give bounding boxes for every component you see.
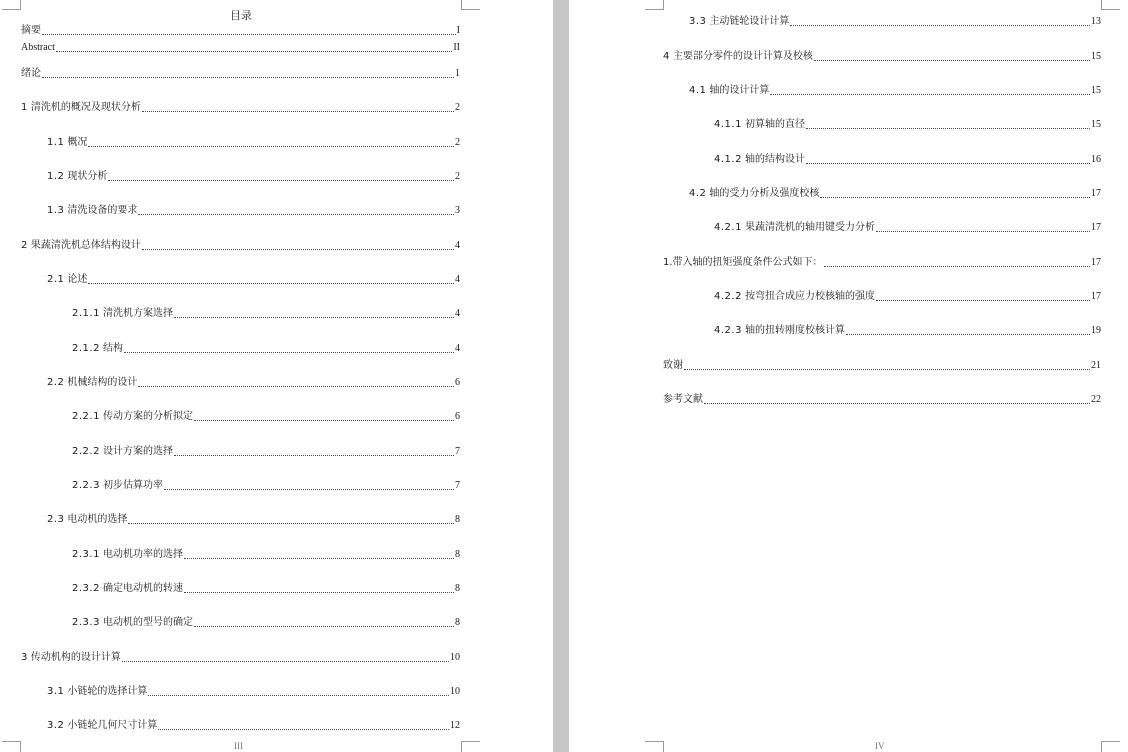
toc-entry-page: 16	[1091, 154, 1101, 165]
toc-entry[interactable]	[714, 291, 1101, 303]
crop-mark	[1101, 741, 1120, 752]
toc-entry-page: 8	[455, 549, 460, 560]
toc-entry-text: 主要部分零件的设计计算及校核	[672, 51, 813, 62]
toc-entry[interactable]	[21, 240, 460, 252]
toc-entry-number: 2.2.3	[72, 480, 100, 491]
toc-entry-text: 机械结构的设计	[67, 377, 138, 388]
dot-leader	[806, 128, 1090, 129]
toc-entry[interactable]	[72, 343, 460, 355]
toc-entry-page: 8	[455, 617, 460, 628]
dot-leader	[164, 489, 454, 490]
dot-leader	[142, 249, 454, 250]
toc-entry-number: 1.3	[47, 205, 65, 216]
toc-entry[interactable]	[72, 446, 460, 458]
toc-entry-number: 2.1.1	[72, 308, 100, 319]
toc-entry-page: 17	[1091, 222, 1101, 233]
toc-entry-page: 2	[455, 171, 460, 182]
toc-entry-text: 按弯扭合成应力校核轴的强度	[744, 291, 875, 302]
dot-leader	[876, 300, 1090, 301]
toc-entry[interactable]	[689, 188, 1101, 200]
toc-entry[interactable]	[72, 617, 460, 629]
toc-entry-text: 确定电动机的转速	[102, 583, 183, 594]
toc-entry[interactable]	[663, 257, 1101, 269]
dot-leader	[814, 60, 1090, 61]
toc-entry-text: 致谢	[663, 360, 683, 371]
dot-leader	[42, 77, 454, 78]
toc-entry-number: 2.2	[47, 377, 65, 388]
crop-mark	[2, 741, 21, 752]
toc-entry[interactable]	[47, 720, 460, 732]
toc-entry[interactable]	[47, 514, 460, 526]
toc-entry-page: 13	[1091, 16, 1101, 27]
dot-leader	[56, 51, 452, 52]
toc-entry-number: 4.1	[689, 85, 707, 96]
toc-entry-number: 3.3	[689, 16, 707, 27]
toc-entry[interactable]	[714, 154, 1101, 166]
toc-entry-text: 轴的扭转刚度校核计算	[744, 325, 845, 336]
crop-mark	[645, 0, 664, 10]
dot-leader	[88, 283, 454, 284]
dot-leader	[174, 455, 454, 456]
toc-entry-page: 12	[450, 720, 460, 731]
toc-entry-number: 2.3	[47, 514, 65, 525]
toc-entry-number: 2.1	[47, 274, 65, 285]
toc-entry-number: 2.2.1	[72, 411, 100, 422]
toc-entry[interactable]	[72, 480, 460, 492]
toc-entry[interactable]	[21, 42, 460, 54]
toc-entry[interactable]	[689, 16, 1101, 28]
toc-entry-text: 1.带入轴的扭矩强度条件公式如下：	[663, 257, 823, 268]
toc-entry-page: 2	[455, 102, 460, 113]
toc-entry-number: 3.2	[47, 720, 65, 731]
toc-entry[interactable]	[663, 51, 1101, 63]
dot-leader	[820, 197, 1090, 198]
toc-entry[interactable]	[714, 325, 1101, 337]
toc-entry-number: 4.2	[689, 188, 707, 199]
toc-entry[interactable]	[72, 308, 460, 320]
toc-entry[interactable]	[21, 102, 460, 114]
toc-entry[interactable]	[47, 171, 460, 183]
toc-entry-text: 清洗机方案选择	[102, 308, 173, 319]
toc-entry-text: 果蔬清洗机总体结构设计	[30, 240, 141, 251]
toc-entry-text: 轴的结构设计	[744, 154, 805, 165]
dot-leader	[174, 317, 454, 318]
toc-entry-page: 19	[1091, 325, 1101, 336]
toc-entry-number: 3.1	[47, 686, 65, 697]
toc-entry-text: 小链轮几何尺寸计算	[67, 720, 158, 731]
toc-entry[interactable]	[714, 222, 1101, 234]
toc-entry[interactable]	[47, 274, 460, 286]
page-number: III	[234, 741, 243, 751]
dot-leader	[824, 266, 1090, 267]
crop-mark	[461, 741, 480, 752]
toc-entry[interactable]	[714, 119, 1101, 131]
toc-entry-page: 7	[455, 480, 460, 491]
toc-entry[interactable]	[47, 686, 460, 698]
toc-entry-text: 传动方案的分析拟定	[102, 411, 193, 422]
toc-title: 目录	[230, 9, 252, 22]
dot-leader	[770, 94, 1090, 95]
toc-entry-number: 1	[21, 102, 28, 113]
toc-entry-number: 2.1.2	[72, 343, 100, 354]
document-page-left	[0, 0, 553, 752]
toc-entry-page: 8	[455, 583, 460, 594]
dot-leader	[194, 626, 454, 627]
toc-entry-number: 4.1.2	[714, 154, 742, 165]
toc-entry-page: 21	[1091, 360, 1101, 371]
crop-mark	[2, 0, 21, 10]
toc-entry-page: 4	[455, 343, 460, 354]
toc-entry-text: 轴的设计计算	[709, 85, 770, 96]
dot-leader	[128, 523, 454, 524]
toc-entry-page: 22	[1091, 394, 1101, 405]
toc-entry[interactable]	[47, 205, 460, 217]
dot-leader	[790, 25, 1090, 26]
toc-entry[interactable]	[21, 652, 460, 664]
toc-entry-page: 4	[455, 308, 460, 319]
dot-leader	[184, 558, 454, 559]
dot-leader	[876, 231, 1090, 232]
toc-entry-number: 4.2.1	[714, 222, 742, 233]
dot-leader	[122, 661, 449, 662]
dot-leader	[806, 163, 1090, 164]
toc-entry-text: 电动机的选择	[67, 514, 128, 525]
toc-entry-text: 果蔬清洗机的轴用键受力分析	[744, 222, 875, 233]
toc-entry-number: 4.2.2	[714, 291, 742, 302]
page-gutter	[553, 0, 569, 752]
toc-entry-page: 15	[1091, 119, 1101, 130]
toc-entry-page: 17	[1091, 291, 1101, 302]
crop-mark	[645, 741, 664, 752]
toc-entry-page: 6	[455, 411, 460, 422]
toc-entry-page: 10	[450, 686, 460, 697]
crop-mark	[1101, 0, 1120, 10]
toc-entry[interactable]	[21, 25, 460, 37]
toc-entry[interactable]	[72, 583, 460, 595]
toc-entry[interactable]	[47, 137, 460, 149]
dot-leader	[108, 180, 454, 181]
toc-entry-number: 2.3.1	[72, 549, 100, 560]
toc-entry-number: 1.1	[47, 137, 65, 148]
toc-entry-page: 4	[455, 274, 460, 285]
toc-entry-page: 17	[1091, 257, 1101, 268]
toc-entry-page: 2	[455, 137, 460, 148]
toc-entry[interactable]	[72, 411, 460, 423]
toc-entry-text: 结构	[102, 343, 123, 354]
toc-entry-text: 电动机功率的选择	[102, 549, 183, 560]
dot-leader	[704, 403, 1090, 404]
toc-entry-page: 15	[1091, 85, 1101, 96]
toc-entry-page: I	[456, 25, 460, 36]
page-number: IV	[875, 741, 885, 751]
toc-entry-page: 1	[455, 68, 460, 79]
toc-entry[interactable]	[663, 360, 1101, 372]
toc-entry-text: 现状分析	[67, 171, 108, 182]
dot-leader	[88, 146, 454, 147]
toc-entry-page: II	[453, 42, 460, 53]
toc-entry[interactable]	[47, 377, 460, 389]
crop-mark	[461, 0, 480, 10]
toc-entry-text: 清洗机的概况及现状分析	[30, 102, 141, 113]
toc-entry-number: 4.1.1	[714, 119, 742, 130]
toc-entry-number: 1.2	[47, 171, 65, 182]
toc-entry-text: 清洗设备的要求	[67, 205, 138, 216]
toc-entry-text: 论述	[67, 274, 88, 285]
toc-entry-number: 3	[21, 652, 28, 663]
toc-entry-text: Abstract	[21, 42, 55, 53]
toc-entry-page: 17	[1091, 188, 1101, 199]
toc-entry-number: 2.3.2	[72, 583, 100, 594]
toc-entry-number: 2.3.3	[72, 617, 100, 628]
dot-leader	[138, 214, 454, 215]
dot-leader	[148, 695, 449, 696]
toc-entry-text: 初步估算功率	[102, 480, 163, 491]
toc-entry-text: 初算轴的直径	[744, 119, 805, 130]
toc-entry-text: 绪论	[21, 68, 41, 79]
toc-entry-page: 15	[1091, 51, 1101, 62]
toc-entry-text: 小链轮的选择计算	[67, 686, 148, 697]
toc-entry[interactable]	[21, 68, 460, 80]
toc-entry-page: 7	[455, 446, 460, 457]
toc-entry-text: 设计方案的选择	[102, 446, 173, 457]
toc-entry[interactable]	[72, 549, 460, 561]
document-page-right	[569, 0, 1128, 752]
toc-entry-text: 轴的受力分析及强度校核	[709, 188, 820, 199]
dot-leader	[138, 386, 454, 387]
toc-entry-page: 4	[455, 240, 460, 251]
toc-entry-number: 2	[21, 240, 28, 251]
toc-entry-number: 4	[663, 51, 670, 62]
dot-leader	[124, 352, 454, 353]
dot-leader	[846, 334, 1090, 335]
toc-entry-text: 传动机构的设计计算	[30, 652, 121, 663]
toc-entry[interactable]	[663, 394, 1101, 406]
toc-entry-number: 4.2.3	[714, 325, 742, 336]
toc-entry-text: 摘要	[21, 25, 41, 36]
toc-entry-text: 概况	[67, 137, 88, 148]
toc-entry[interactable]	[689, 85, 1101, 97]
dot-leader	[42, 34, 456, 35]
dot-leader	[184, 592, 454, 593]
toc-entry-page: 10	[450, 652, 460, 663]
toc-entry-text: 参考文献	[663, 394, 703, 405]
dot-leader	[684, 369, 1090, 370]
toc-entry-text: 主动链轮设计计算	[709, 16, 790, 27]
dot-leader	[142, 111, 454, 112]
toc-entry-page: 8	[455, 514, 460, 525]
dot-leader	[158, 729, 449, 730]
toc-entry-text: 电动机的型号的确定	[102, 617, 193, 628]
dot-leader	[194, 420, 454, 421]
toc-entry-number: 2.2.2	[72, 446, 100, 457]
toc-entry-page: 6	[455, 377, 460, 388]
toc-entry-page: 3	[455, 205, 460, 216]
